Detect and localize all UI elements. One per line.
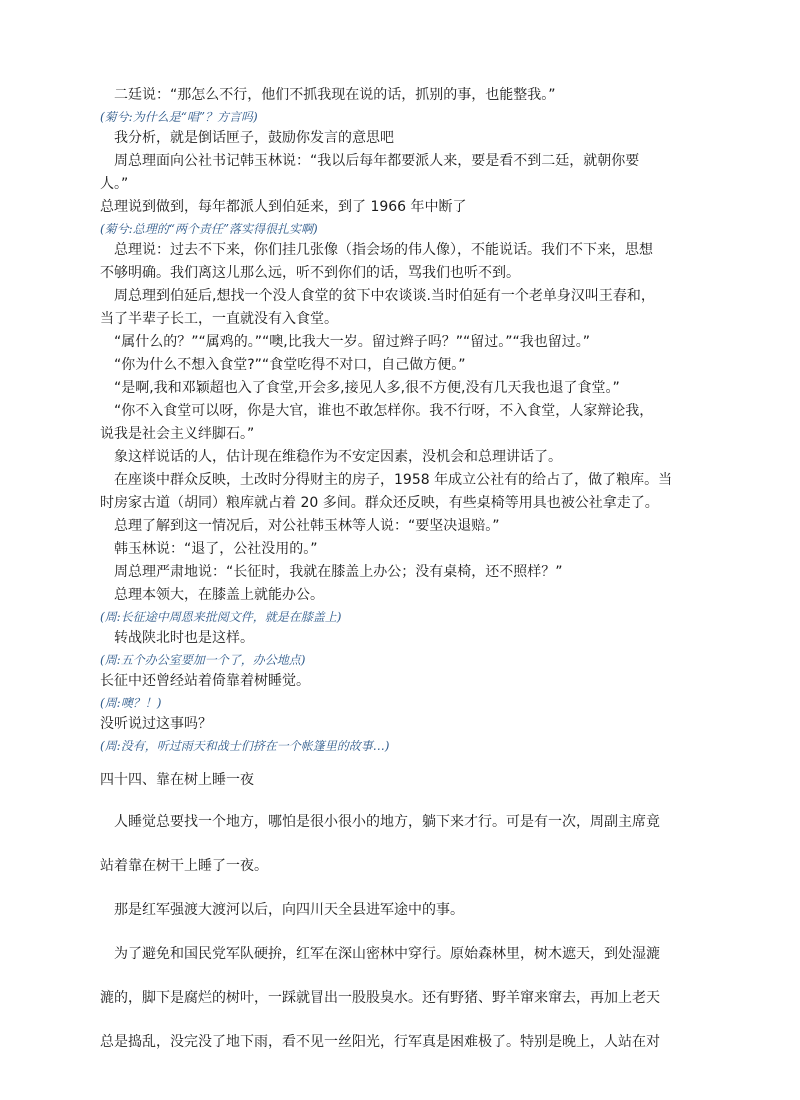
text-line: 周总理严肃地说：“长征时，我就在膝盖上办公；没有桌椅，还不照样？” (100, 564, 563, 580)
text-line: 总理说：过去不下来，你们挂几张像（指会场的伟人像），不能说话。我们不下来，思想 (100, 242, 653, 258)
annotation-note: (周:五个办公室要加一个了，办公地点) (100, 653, 306, 667)
text-line: 长征中还曾经站着倚靠着树睡觉。 (100, 673, 310, 689)
text-line: 没听说过这事吗？ (100, 716, 212, 732)
text-line: 象这样说话的人，估计现在维稳作为不安定因素，没机会和总理讲话了。 (100, 449, 562, 465)
text-line: 说我是社会主义绊脚石。” (100, 426, 255, 442)
text-line: “你为什么不想入食堂?”“食堂吃得不对口，自己做方便。” (100, 357, 466, 373)
annotation-note: (菊兮:总理的“两个责任”落实得很扎实啊) (100, 222, 318, 236)
annotation-note: (周:没有，听过雨天和战士们挤在一个帐篷里的故事…) (100, 739, 390, 753)
annotation-note: (周:长征途中周恩来批阅文件，就是在膝盖上) (100, 610, 342, 624)
text-line: 在座谈中群众反映，土改时分得财主的房子，1958 年成立公社有的给占了，做了粮库。当 (100, 472, 673, 488)
text-line: 不够明确。我们离这儿那么远，听不到你们的话，骂我们也听不到。 (100, 265, 520, 281)
annotation-note: (周:噢？！) (100, 696, 162, 710)
text-line: 我分析，就是倒话匣子，鼓励你发言的意思吧 (100, 130, 394, 146)
text-line: 韩玉林说：“退了，公社没用的。” (100, 541, 318, 557)
text-line: 当了半辈子长工，一直就没有入食堂。 (100, 311, 338, 327)
text-line: 总理本领大，在膝盖上就能办公。 (100, 587, 324, 603)
body-line: 那是红军强渡大渡河以后，向四川天全县进军途中的事。 (100, 902, 464, 918)
text-line: 人。” (100, 176, 129, 192)
annotation-note: (菊兮:为什么是“唱”？方言吗) (100, 110, 258, 124)
text-line: “你不入食堂可以呀，你是大官，谁也不敢怎样你。我不行呀，不入食堂，人家辩论我， (100, 403, 654, 419)
text-line: 总理说到做到，每年都派人到伯延来，到了 1966 年中断了 (100, 199, 467, 215)
body-line: 漉的，脚下是腐烂的树叶，一踩就冒出一股股臭水。还有野猪、野羊窜来窜去，再加上老天 (100, 990, 660, 1006)
body-line: 站着靠在树干上睡了一夜。 (100, 858, 268, 874)
text-line: 总理了解到这一情况后，对公社韩玉林等人说：“要坚决退赔。” (100, 518, 500, 534)
text-line: “属什么的？”“属鸡的。”“噢,比我大一岁。留过辫子吗？”“留过。”“我也留过。” (100, 334, 590, 350)
text-line: 转战陕北时也是这样。 (100, 630, 254, 646)
text-line: 周总理到伯延后,想找一个没人食堂的贫下中农谈谈.当时伯延有一个老单身汉叫王春和， (100, 288, 655, 304)
text-line: 二廷说：“那怎么不行，他们不抓我现在说的话，抓别的事，也能整我。” (100, 87, 556, 103)
text-line: “是啊,我和邓颖超也入了食堂,开会多,接见人多,很不方便,没有几天我也退了食堂。” (100, 380, 620, 396)
body-line: 总是捣乱，没完没了地下雨，看不见一丝阳光，行军真是困难极了。特别是晚上，人站在对 (100, 1034, 660, 1050)
text-line: 时房家古道（胡同）粮库就占着 20 多间。群众还反映，有些桌椅等用具也被公社拿走了。 (100, 495, 659, 511)
body-line: 为了避免和国民党军队硬拚，红军在深山密林中穿行。原始森林里，树木遮天，到处湿漉 (100, 946, 660, 962)
body-line: 人睡觉总要找一个地方，哪怕是很小很小的地方，躺下来才行。可是有一次，周副主席竟 (100, 814, 660, 830)
text-line: 周总理面向公社书记韩玉林说：“我以后每年都要派人来，要是看不到二廷，就朝你要 (100, 153, 640, 169)
section-title: 四十四、靠在树上睡一夜 (100, 772, 254, 788)
